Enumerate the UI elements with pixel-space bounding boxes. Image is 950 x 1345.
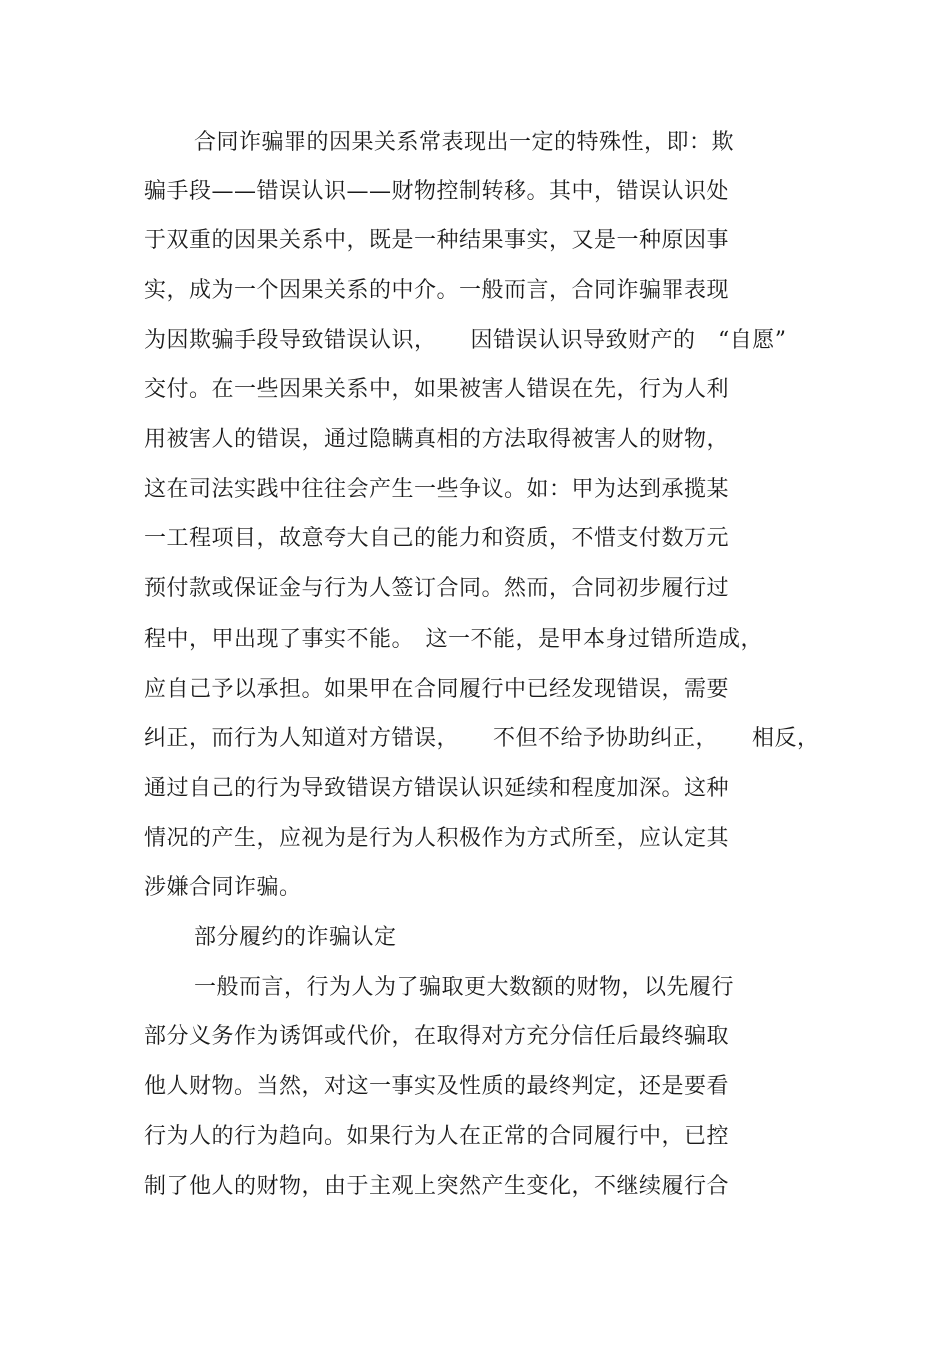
- text-line-19: 部分义务作为诱饵或代价，在取得对方充分信任后最终骗取: [144, 1024, 730, 1049]
- text-line-22: 制了他人的财物，由于主观上突然产生变化，不继续履行合: [144, 1174, 730, 1199]
- text-line-3: 于双重的因果关系中，既是一种结果事实，又是一种原因事: [144, 228, 730, 253]
- text-line-18: 一般而言，行为人为了骗取更大数额的财物，以先履行: [194, 975, 735, 1000]
- text-line-8: 这在司法实践中往往会产生一些争议。如：甲为达到承揽某: [144, 477, 730, 502]
- text-line-14: 通过自己的行为导致错误方错误认识延续和程度加深。这种: [144, 776, 730, 801]
- text-line-9: 一工程项目，故意夸大自己的能力和资质，不惜支付数万元: [144, 526, 730, 551]
- text-line-2: 骗手段——错误认识——财物控制转移。其中，错误认识处: [144, 179, 730, 204]
- text-line-7: 用被害人的错误，通过隐瞒真相的方法取得被害人的财物，: [144, 427, 730, 452]
- text-line-21: 行为人的行为趋向。如果行为人在正常的合同履行中，已控: [144, 1124, 730, 1149]
- section-heading: 部分履约的诈骗认定: [194, 925, 397, 950]
- text-line-16: 涉嫌合同诈骗。: [144, 875, 302, 900]
- text-line-4: 实，成为一个因果关系的中介。一般而言，合同诈骗罪表现: [144, 278, 730, 303]
- text-line-13: 纠正，而行为人知道对方错误， 不但不给予协助纠正， 相反，: [144, 726, 820, 751]
- text-line-12: 应自己予以承担。如果甲在合同履行中已经发现错误，需要: [144, 677, 730, 702]
- text-line-15: 情况的产生，应视为是行为人积极作为方式所至，应认定其: [144, 826, 730, 851]
- text-line-1: 合同诈骗罪的因果关系常表现出一定的特殊性，即：欺: [194, 130, 735, 155]
- text-line-20: 他人财物。当然，对这一事实及性质的最终判定，还是要看: [144, 1074, 730, 1099]
- text-line-5: 为因欺骗手段导致错误认识， 因错误认识导致财产的 “自愿”: [144, 328, 787, 353]
- text-line-10: 预付款或保证金与行为人签订合同。然而，合同初步履行过: [144, 576, 730, 601]
- text-line-11: 程中，甲出现了事实不能。 这一不能，是甲本身过错所造成，: [144, 627, 764, 652]
- text-line-6: 交付。在一些因果关系中，如果被害人错误在先，行为人利: [144, 377, 730, 402]
